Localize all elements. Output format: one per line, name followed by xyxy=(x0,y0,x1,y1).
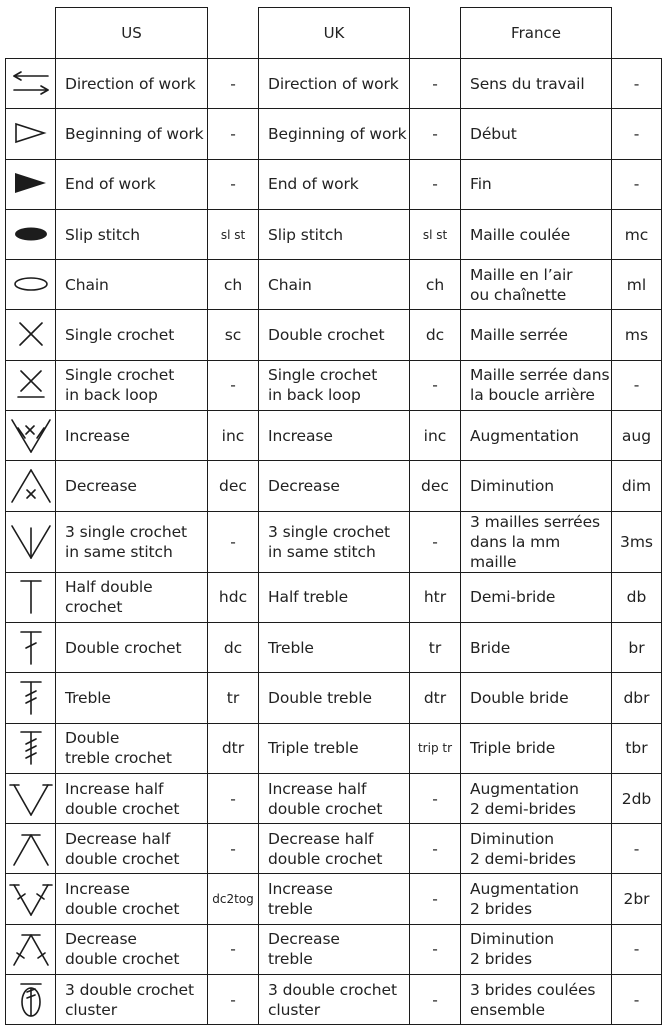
france-term: Début xyxy=(461,109,612,159)
increase-v-icon xyxy=(8,414,54,458)
us-term: Decrease half double crochet xyxy=(56,824,208,874)
table-row xyxy=(6,59,662,109)
uk-term: Decrease treble xyxy=(259,924,410,974)
us-abbreviation: hdc xyxy=(208,572,259,622)
symbol-cell xyxy=(6,159,56,209)
uk-term: Increase xyxy=(259,411,410,461)
us-term: Double treble crochet xyxy=(56,723,208,773)
us-term: Treble xyxy=(56,673,208,723)
france-abbreviation: - xyxy=(612,824,662,874)
france-term: Double bride xyxy=(461,673,612,723)
uk-abbreviation: - xyxy=(410,159,461,209)
france-abbreviation: db xyxy=(612,572,662,622)
x-cross-underline-icon xyxy=(8,363,54,407)
uk-abbreviation: - xyxy=(410,773,461,823)
france-term: Augmentation xyxy=(461,411,612,461)
us-term: Double crochet xyxy=(56,622,208,672)
uk-abbreviation: tr xyxy=(410,622,461,672)
france-term: Bride xyxy=(461,622,612,672)
france-term: Maille coulée xyxy=(461,209,612,259)
us-abbreviation: - xyxy=(208,824,259,874)
uk-term: Treble xyxy=(259,622,410,672)
uk-term: 3 double crochet cluster xyxy=(259,975,410,1025)
uk-abbreviation: - xyxy=(410,874,461,924)
us-abbreviation: - xyxy=(208,159,259,209)
france-term: Maille en l’air ou chaînette xyxy=(461,260,612,310)
france-abbreviation: - xyxy=(612,924,662,974)
us-term: Decrease double crochet xyxy=(56,924,208,974)
filled-oval-icon xyxy=(8,213,54,257)
symbol-cell xyxy=(6,109,56,159)
table-row xyxy=(6,924,662,974)
us-abbreviation: - xyxy=(208,924,259,974)
symbol-cell xyxy=(6,673,56,723)
uk-term: Decrease xyxy=(259,461,410,511)
uk-term: Chain xyxy=(259,260,410,310)
uk-term: Beginning of work xyxy=(259,109,410,159)
direction-of-work-arrows-icon xyxy=(8,62,54,106)
uk-abbreviation: trip tr xyxy=(410,723,461,773)
t-stitch-icon xyxy=(8,575,54,619)
france-abbreviation: 3ms xyxy=(612,511,662,572)
uk-abbreviation: - xyxy=(410,511,461,572)
france-abbreviation: - xyxy=(612,109,662,159)
symbol-cell xyxy=(6,924,56,974)
uk-abbreviation: - xyxy=(410,109,461,159)
us-term: Half double crochet xyxy=(56,572,208,622)
table-row xyxy=(6,310,662,360)
symbol-cell xyxy=(6,874,56,924)
uk-abbreviation: dtr xyxy=(410,673,461,723)
us-abbreviation: - xyxy=(208,511,259,572)
crochet-symbol-table xyxy=(5,7,662,1025)
table-row xyxy=(6,572,662,622)
header-uk: UK xyxy=(259,8,410,59)
us-term: Increase xyxy=(56,411,208,461)
uk-term: Increase treble xyxy=(259,874,410,924)
us-term: Direction of work xyxy=(56,59,208,109)
inverted-v-with-crossbar-icon xyxy=(8,827,54,871)
us-term: 3 single crochet in same stitch xyxy=(56,511,208,572)
france-term: Triple bride xyxy=(461,723,612,773)
us-term: Single crochet in back loop xyxy=(56,360,208,410)
symbol-cell xyxy=(6,461,56,511)
france-term: Augmentation 2 brides xyxy=(461,874,612,924)
symbol-cell xyxy=(6,773,56,823)
table-row xyxy=(6,411,662,461)
table-row xyxy=(6,511,662,572)
france-abbreviation: br xyxy=(612,622,662,672)
uk-term: 3 single crochet in same stitch xyxy=(259,511,410,572)
us-abbreviation: - xyxy=(208,109,259,159)
us-abbreviation: dc xyxy=(208,622,259,672)
france-abbreviation: tbr xyxy=(612,723,662,773)
table-row xyxy=(6,461,662,511)
uk-term: Decrease half double crochet xyxy=(259,824,410,874)
us-abbreviation: ch xyxy=(208,260,259,310)
us-abbreviation: sc xyxy=(208,310,259,360)
table-row xyxy=(6,975,662,1025)
table-row xyxy=(6,874,662,924)
france-term: Sens du travail xyxy=(461,59,612,109)
filled-triangle-icon xyxy=(8,162,54,206)
cluster-oval-icon xyxy=(8,978,54,1022)
uk-term: Double crochet xyxy=(259,310,410,360)
france-abbreviation: - xyxy=(612,59,662,109)
x-cross-icon xyxy=(8,313,54,357)
open-oval-icon xyxy=(8,263,54,307)
uk-abbreviation: dc xyxy=(410,310,461,360)
france-term: Diminution xyxy=(461,461,612,511)
us-term: Increase double crochet xyxy=(56,874,208,924)
uk-term: End of work xyxy=(259,159,410,209)
france-term: Maille serrée dans la boucle arrière xyxy=(461,360,612,410)
france-term: Maille serrée xyxy=(461,310,612,360)
us-term: Single crochet xyxy=(56,310,208,360)
table-row xyxy=(6,360,662,410)
france-abbreviation: dbr xyxy=(612,673,662,723)
us-abbreviation: - xyxy=(208,360,259,410)
inverted-v-with-ticks-icon xyxy=(8,927,54,971)
symbol-cell xyxy=(6,360,56,410)
france-term: Demi-bride xyxy=(461,572,612,622)
table-row xyxy=(6,773,662,823)
us-term: End of work xyxy=(56,159,208,209)
uk-abbreviation: dec xyxy=(410,461,461,511)
us-abbreviation: dtr xyxy=(208,723,259,773)
header-france: France xyxy=(461,8,612,59)
france-abbreviation: - xyxy=(612,159,662,209)
us-abbreviation: - xyxy=(208,975,259,1025)
uk-abbreviation: inc xyxy=(410,411,461,461)
t-stitch-two-bars-icon xyxy=(8,676,54,720)
t-stitch-three-bars-icon xyxy=(8,726,54,770)
uk-term: Double treble xyxy=(259,673,410,723)
uk-term: Triple treble xyxy=(259,723,410,773)
symbol-cell xyxy=(6,511,56,572)
table-row xyxy=(6,723,662,773)
table-row xyxy=(6,159,662,209)
us-abbreviation: dc2tog xyxy=(208,874,259,924)
uk-term: Direction of work xyxy=(259,59,410,109)
uk-abbreviation: ch xyxy=(410,260,461,310)
france-abbreviation: - xyxy=(612,975,662,1025)
france-term: 3 mailles serrées dans la mm maille xyxy=(461,511,612,572)
uk-abbreviation: - xyxy=(410,360,461,410)
france-term: 3 brides coulées ensemble xyxy=(461,975,612,1025)
uk-abbreviation: - xyxy=(410,59,461,109)
france-abbreviation: - xyxy=(612,360,662,410)
symbol-cell xyxy=(6,622,56,672)
v-with-crossbars-and-ticks-icon xyxy=(8,877,54,921)
france-abbreviation: 2br xyxy=(612,874,662,924)
symbol-cell xyxy=(6,260,56,310)
us-abbreviation: - xyxy=(208,59,259,109)
france-term: Diminution 2 demi-brides xyxy=(461,824,612,874)
table-row xyxy=(6,622,662,672)
table-row xyxy=(6,260,662,310)
uk-abbreviation: - xyxy=(410,824,461,874)
us-abbreviation: - xyxy=(208,773,259,823)
symbol-cell xyxy=(6,209,56,259)
france-term: Augmentation 2 demi-brides xyxy=(461,773,612,823)
three-stitch-fan-icon xyxy=(8,520,54,564)
france-abbreviation: aug xyxy=(612,411,662,461)
symbol-cell xyxy=(6,824,56,874)
symbol-cell xyxy=(6,572,56,622)
table-row xyxy=(6,109,662,159)
t-stitch-one-bar-icon xyxy=(8,626,54,670)
uk-abbreviation: - xyxy=(410,924,461,974)
uk-term: Single crochet in back loop xyxy=(259,360,410,410)
us-term: 3 double crochet cluster xyxy=(56,975,208,1025)
france-abbreviation: mc xyxy=(612,209,662,259)
uk-term: Increase half double crochet xyxy=(259,773,410,823)
header-us: US xyxy=(56,8,208,59)
us-term: Increase half double crochet xyxy=(56,773,208,823)
us-abbreviation: dec xyxy=(208,461,259,511)
uk-abbreviation: htr xyxy=(410,572,461,622)
symbol-cell xyxy=(6,411,56,461)
france-term: Diminution 2 brides xyxy=(461,924,612,974)
us-term: Chain xyxy=(56,260,208,310)
france-abbreviation: 2db xyxy=(612,773,662,823)
table-row xyxy=(6,824,662,874)
us-term: Decrease xyxy=(56,461,208,511)
uk-abbreviation: sl st xyxy=(410,209,461,259)
france-term: Fin xyxy=(461,159,612,209)
open-triangle-icon xyxy=(8,112,54,156)
table-row xyxy=(6,673,662,723)
symbol-cell xyxy=(6,59,56,109)
us-abbreviation: tr xyxy=(208,673,259,723)
france-abbreviation: ms xyxy=(612,310,662,360)
us-abbreviation: inc xyxy=(208,411,259,461)
v-with-crossbars-icon xyxy=(8,777,54,821)
symbol-cell xyxy=(6,723,56,773)
us-abbreviation: sl st xyxy=(208,209,259,259)
decrease-inverted-v-icon xyxy=(8,464,54,508)
france-abbreviation: dim xyxy=(612,461,662,511)
table-row xyxy=(6,209,662,259)
uk-term: Slip stitch xyxy=(259,209,410,259)
uk-term: Half treble xyxy=(259,572,410,622)
symbol-cell xyxy=(6,975,56,1025)
us-term: Slip stitch xyxy=(56,209,208,259)
france-abbreviation: ml xyxy=(612,260,662,310)
us-term: Beginning of work xyxy=(56,109,208,159)
uk-abbreviation: - xyxy=(410,975,461,1025)
header-row xyxy=(6,8,662,59)
symbol-cell xyxy=(6,310,56,360)
